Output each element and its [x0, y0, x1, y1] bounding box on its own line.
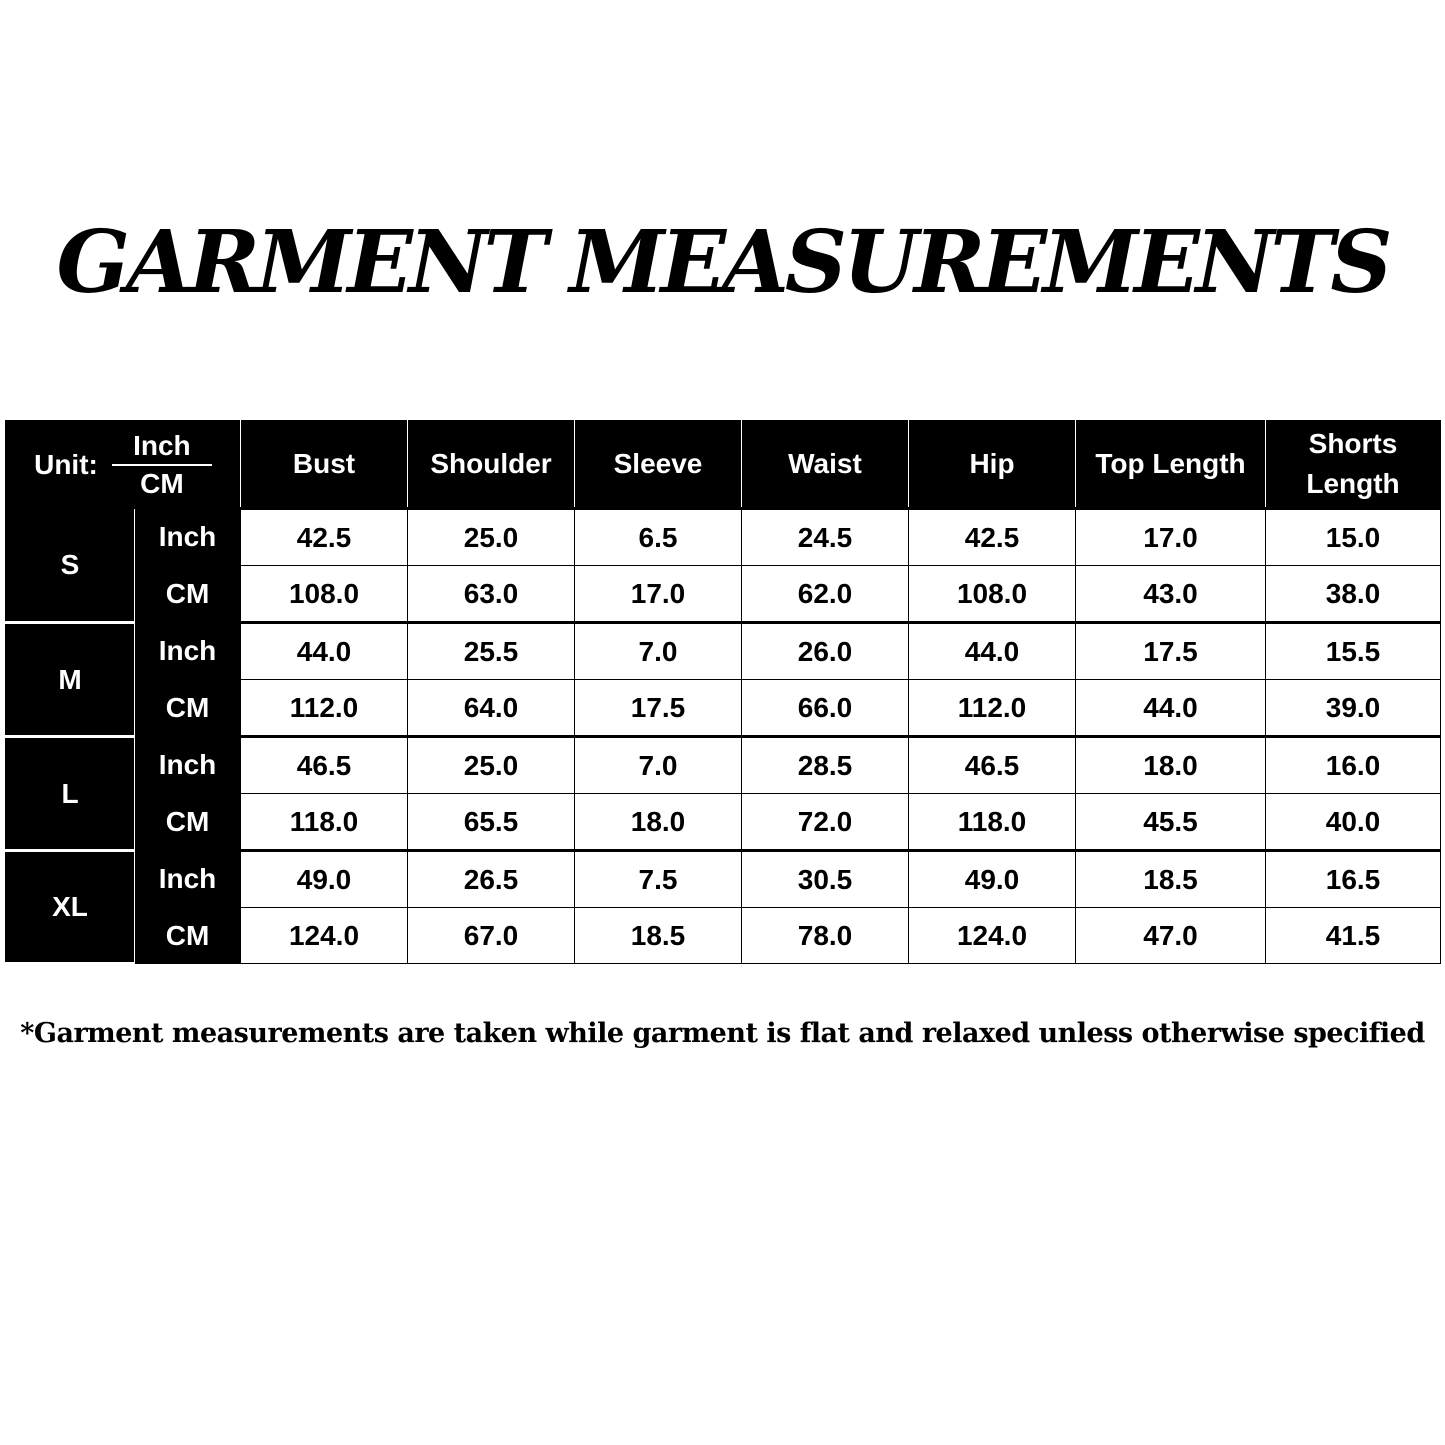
measurement-cell: 44.0: [1076, 680, 1266, 737]
table-row: [6, 680, 1441, 737]
column-header: Top Length: [1076, 421, 1266, 509]
measurement-cell: 118.0: [909, 794, 1076, 851]
measurement-cell: 15.5: [1266, 623, 1441, 680]
measurement-cell: 25.0: [408, 509, 575, 566]
measurement-cell: 26.5: [408, 851, 575, 908]
unit-cell: Inch: [135, 851, 241, 908]
measurement-cell: 108.0: [909, 566, 1076, 623]
measurement-cell: 24.5: [742, 509, 909, 566]
measurement-cell: 42.5: [909, 509, 1076, 566]
table-row: [6, 623, 1441, 680]
column-header: Shoulder: [408, 421, 575, 509]
unit-cell: CM: [135, 566, 241, 623]
column-header: Waist: [742, 421, 909, 509]
measurement-cell: 108.0: [241, 566, 408, 623]
footnote: *Garment measurements are taken while garment is flat and relaxed unless otherwise specified: [20, 1018, 1425, 1049]
measurement-cell: 72.0: [742, 794, 909, 851]
unit-cm-label: CM: [140, 467, 184, 499]
measurement-cell: 38.0: [1266, 566, 1441, 623]
table-row: [6, 908, 1441, 964]
measurement-cell: 7.5: [575, 851, 742, 908]
measurement-cell: 18.0: [575, 794, 742, 851]
column-header: Shorts Length: [1266, 421, 1441, 509]
measurement-cell: 63.0: [408, 566, 575, 623]
measurement-cell: 18.5: [1076, 851, 1266, 908]
measurement-cell: 7.0: [575, 623, 742, 680]
measurement-cell: 41.5: [1266, 908, 1441, 964]
unit-cell: Inch: [135, 737, 241, 794]
unit-cell: CM: [135, 680, 241, 737]
size-label: S: [6, 509, 135, 623]
size-label: XL: [6, 851, 135, 964]
measurement-cell: 18.0: [1076, 737, 1266, 794]
size-chart-table: [5, 420, 1441, 965]
measurement-cell: 65.5: [408, 794, 575, 851]
unit-cell: Inch: [135, 509, 241, 566]
column-header: Bust: [241, 421, 408, 509]
size-label: M: [6, 623, 135, 737]
unit-cell: CM: [135, 794, 241, 851]
measurement-cell: 67.0: [408, 908, 575, 964]
measurement-cell: 49.0: [241, 851, 408, 908]
unit-header-cell: [6, 421, 241, 509]
unit-inch-label: Inch: [112, 428, 212, 466]
table-row: [6, 737, 1441, 794]
column-header: Hip: [909, 421, 1076, 509]
measurement-cell: 28.5: [742, 737, 909, 794]
measurement-cell: 46.5: [909, 737, 1076, 794]
measurement-cell: 124.0: [909, 908, 1076, 964]
measurement-cell: 46.5: [241, 737, 408, 794]
measurement-cell: 39.0: [1266, 680, 1441, 737]
table-row: [6, 851, 1441, 908]
measurement-cell: 78.0: [742, 908, 909, 964]
header-row: [6, 421, 1441, 509]
measurement-cell: 62.0: [742, 566, 909, 623]
measurement-cell: 112.0: [241, 680, 408, 737]
measurement-cell: 16.5: [1266, 851, 1441, 908]
unit-label: Unit:: [34, 448, 98, 480]
measurement-cell: 26.0: [742, 623, 909, 680]
measurement-cell: 15.0: [1266, 509, 1441, 566]
table-row: [6, 794, 1441, 851]
measurement-cell: 43.0: [1076, 566, 1266, 623]
measurement-cell: 44.0: [909, 623, 1076, 680]
measurement-cell: 17.5: [575, 680, 742, 737]
measurement-cell: 40.0: [1266, 794, 1441, 851]
measurement-cell: 17.0: [575, 566, 742, 623]
measurement-cell: 25.5: [408, 623, 575, 680]
measurement-cell: 17.5: [1076, 623, 1266, 680]
measurement-cell: 49.0: [909, 851, 1076, 908]
measurement-cell: 6.5: [575, 509, 742, 566]
measurement-cell: 30.5: [742, 851, 909, 908]
measurement-cell: 112.0: [909, 680, 1076, 737]
measurement-cell: 64.0: [408, 680, 575, 737]
measurement-cell: 45.5: [1076, 794, 1266, 851]
measurement-cell: 124.0: [241, 908, 408, 964]
table-row: [6, 566, 1441, 623]
unit-cell: CM: [135, 908, 241, 964]
measurement-cell: 18.5: [575, 908, 742, 964]
measurement-cell: 44.0: [241, 623, 408, 680]
measurement-cell: 7.0: [575, 737, 742, 794]
measurement-cell: 16.0: [1266, 737, 1441, 794]
measurement-cell: 47.0: [1076, 908, 1266, 964]
measurement-cell: 25.0: [408, 737, 575, 794]
measurement-cell: 42.5: [241, 509, 408, 566]
measurement-cell: 66.0: [742, 680, 909, 737]
size-label: L: [6, 737, 135, 851]
column-header: Sleeve: [575, 421, 742, 509]
table-row: [6, 509, 1441, 566]
measurement-cell: 118.0: [241, 794, 408, 851]
page-title: GARMENT MEASUREMENTS: [56, 212, 1389, 313]
unit-cell: Inch: [135, 623, 241, 680]
measurement-cell: 17.0: [1076, 509, 1266, 566]
